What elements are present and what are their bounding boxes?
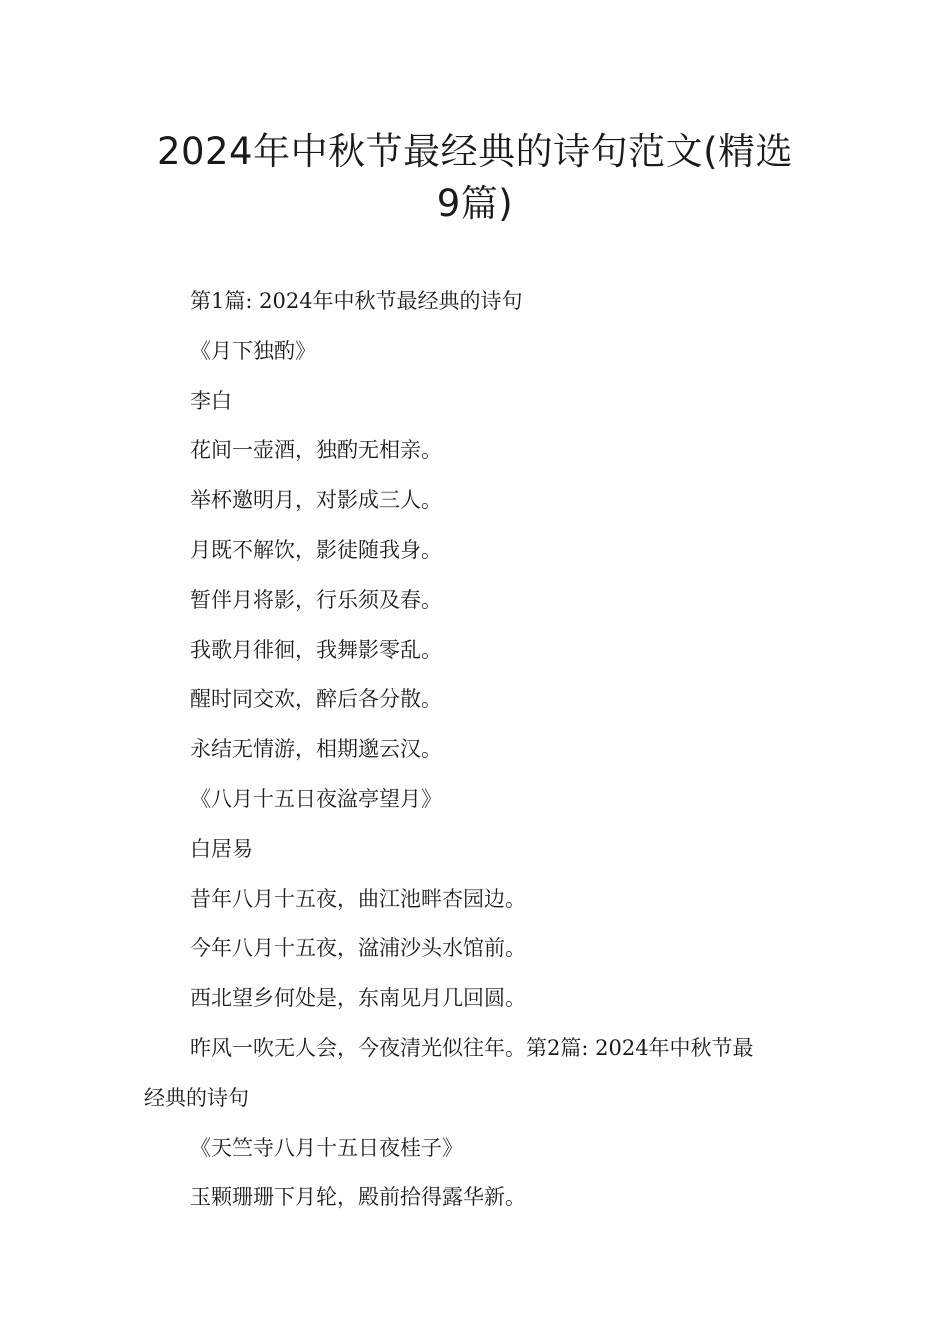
section-heading-continuation: 经典的诗句 <box>144 1085 249 1110</box>
poem-line: 玉颗珊珊下月轮，殿前拾得露华新。 <box>190 1185 526 1210</box>
section-heading: 第1篇: 2024年中秋节最经典的诗句 <box>190 289 523 313</box>
poem-author: 李白 <box>190 388 232 413</box>
poem-line: 今年八月十五夜，湓浦沙头水馆前。 <box>190 936 526 961</box>
poem-line: 花间一壶酒，独酌无相亲。 <box>190 438 442 463</box>
poem-line: 暂伴月将影，行乐须及春。 <box>190 587 442 612</box>
title-line-2: 9篇) <box>436 182 514 225</box>
poem-title: 《八月十五日夜湓亭望月》 <box>190 786 442 811</box>
poem-line: 永结无情游，相期邈云汉。 <box>190 737 442 762</box>
poem-line: 我歌月徘徊，我舞影零乱。 <box>190 637 442 662</box>
poem-line: 西北望乡何处是，东南见月几回圆。 <box>190 986 526 1011</box>
poem-title: 《月下独酌》 <box>190 338 316 363</box>
document-body <box>144 277 808 1223</box>
poem-title: 《天竺寺八月十五日夜桂子》 <box>190 1135 463 1160</box>
poem-line: 月既不解饮，影徒随我身。 <box>190 537 442 562</box>
poem-line: 昔年八月十五夜，曲江池畔杏园边。 <box>190 886 526 911</box>
poem-line-with-section-heading: 昨风一吹无人会，今夜清光似往年。第2篇: 2024年中秋节最 <box>190 1035 754 1060</box>
poem-line: 醒时同交欢，醉后各分散。 <box>190 687 442 712</box>
document-title <box>120 126 830 230</box>
poem-author: 白居易 <box>190 836 253 861</box>
poem-line: 举杯邀明月，对影成三人。 <box>190 488 442 513</box>
title-line-1: 2024年中秋节最经典的诗句范文(精选 <box>156 130 794 173</box>
